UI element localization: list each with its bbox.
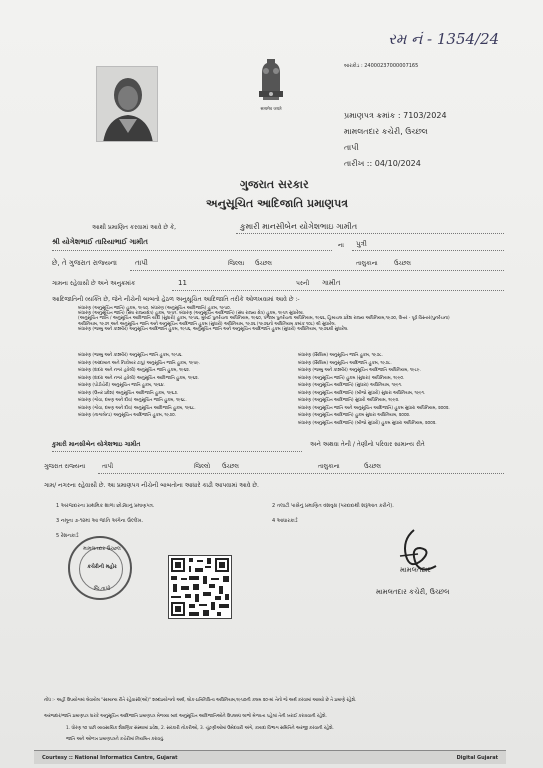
district-value: તાપી: [135, 259, 148, 267]
stamp-center-text: કચેરીની મહોર: [87, 564, 117, 570]
name-underline: [236, 233, 504, 234]
order-item: બંધારણ (અનુસૂચિત જાતિ અને અનુસૂચિત આદિજાતિ) હુકમ સુધારા અધિનિયમ, ૨૦૦૨.: [298, 405, 450, 411]
certify-prefix: આથી પ્રમાણિત કરવામાં આવે છે કે,: [92, 224, 177, 231]
barcode-label: બારકોડ :: [344, 63, 363, 69]
caste-value: ગામીત: [322, 279, 341, 287]
order-item: બંધારણ (ઉત્તર પ્રદેશ) અનુસૂચિત આદિજાતિ હુકમ, ૧૯૬૭.: [78, 390, 179, 396]
taluka-value: ઉચ્છલ: [394, 260, 411, 267]
note-item-1: 1. ધોરણ ૧૦ પછી વ્યવસાયિક શૈક્ષણિક સંસ્થામાં પ્રવેશ, 2. સરકારી નોકરીઓ, 3. ચૂંટણીઓમાં ઉમેદવારી અંગે, કાયદા વિભાગ સમિતિને અરજી કરવાની રહેશે.: [66, 726, 334, 731]
issuing-office: મામલતદાર કચેરી, ઉચ્છલ: [344, 127, 428, 136]
applicant-photo: [96, 66, 158, 142]
note-1: નોંધ :- અહીં ઉપયોગમાં લેવાયેલ "સામાન્ય રીતે રહેવાસી(ઓ)" શબ્દપ્રયોગનો અર્થ, લોક-પ્રતિનિધિત્વ અધિનિયમ,૧૯૫૦ની કલમ ૨૦-માં તેનો જે અર્થ કરવામાં આવ્યો છે તે પ્રમાણે રહેશે.: [44, 698, 357, 703]
district2-value: તાપી: [102, 463, 114, 470]
note-2: અરજદાર/જાતિ પ્રમાણપત્ર ધારકે અનુસૂચિત આદિજાતિ પ્રમાણપત્ર મેળવ્યા બાદ અનુસૂચિત આદિજાતિઓને ઉપલબ્ધ લાભો મેળવતા પહેલાં તેની ખરાઈ કરાવવાની રહેશે.: [44, 714, 327, 719]
district-underline: [130, 270, 504, 271]
barcode-value: 24000237000007165: [364, 63, 419, 69]
district2-label: જિલ્લો: [194, 463, 211, 470]
act-item: અધિનિયમ, ૧૯૭૧ અને અનુસૂચિત જાતિ અને અનુસૂચિત આદિજાતિ હુકમ (સુધારો) અધિનિયમ, ૧૯૭૬ (૧૯૭૬નો અધિનિયમ ક્રમાંક ૧૦૮) થી સુધારેલ.: [78, 321, 336, 327]
order-item: બંધારણ (પોંડીચેરી) અનુસૂચિત જાતિ હુકમ, ૧૯૬૪.: [78, 383, 165, 388]
issue-date-value: 04/10/2024: [374, 159, 421, 168]
issue-date-label: તારીખ ::: [344, 159, 373, 168]
district2-underline: [98, 473, 504, 474]
relation-label: ના: [338, 242, 344, 249]
taluka-label: તાલુકાના: [356, 260, 378, 267]
subdistrict2-value: ઉચ્છલ: [222, 463, 239, 470]
signatory-title: મામલતદાર: [400, 566, 431, 574]
certificate-number-value: 7103/2024: [403, 111, 447, 120]
certificate-title: અનુસૂચિત આદિજાતિ પ્રમાણપત્ર: [206, 197, 349, 210]
state2-prefix: ગુજરાત રાજ્યના: [44, 463, 86, 470]
order-item: બંધારણ (દાદરા અને નગર હવેલી) અનુસૂચિત જાતિ હુકમ, ૧૯૬૨.: [78, 368, 190, 373]
order-item: બંધારણ (સિક્કિમ) અનુસૂચિત આદિજાતિ હુકમ, ૧૯૭૮.: [298, 360, 392, 366]
taluka2-label: તાલુકાના: [318, 463, 340, 470]
stamp-ring-text: મામલતદાર ઉચ્છલ: [83, 546, 121, 552]
order-item: બંધારણ (અનુસૂચિત આદિજાતિ) હુકમ સુધારા અધિનિયમ, ૨૦૦૨.: [298, 413, 411, 418]
act-item: બંધારણ (જમ્મુ અને કાશ્મીર) અનુસૂચિત આદિજાતિ હુકમ, ૧૯૫૬, અનુસૂચિત જાતિ અને અનુસૂચિત આદિજાતિ હુકમ (સુધારો) અધિનિયમ, ૧૯૭૬થી સુધારેલ.: [78, 326, 349, 332]
order-item: બંધારણ (અનુસૂચિત આદિજાતિ) સુધારો અધિનિયમ, ૧૯૯૨.: [298, 398, 400, 403]
holder-name-repeat: કુમારી માનસીબેન યોગેશભાઇ ગામીત: [52, 441, 141, 448]
order-item: બંધારણ (અનુસૂચિત આદિજાતિ) (બીજો સુધારો) હુકમ સુધારા અધિનિયમ, ૨૦૦૨.: [298, 420, 437, 426]
order-item: બંધારણ (ગોવા, દમણ અને દીવ) અનુસૂચિત જાતિ હુકમ, ૧૯૬૮.: [78, 398, 187, 403]
act-item: (અનુસૂચિત જાતિ / અનુસૂચિત આદિજાતિ યાદી (સુધારો) હુકમ, ૧૯૫૬, મુંબઈ પુનર્રચના અધિનિયમ, ૧૯૬૦, પંજાબ પુનર્રચના અધિનિયમ, ૧૯૬૬, હિમાચલ પ્રદેશ રાજ્ય અધિનિયમ,૧૯૭૦, ઉત્તર - પૂર્વ વિસ્તાર(પુનર્રચના): [78, 316, 450, 322]
qr-code-icon: [168, 555, 232, 619]
family-suffix: અને અથવા તેની / તેણીનો પરિવાર સામાન્ય રીતે: [310, 441, 425, 448]
residence-line: ગામ/ નગરના રહેવાસી છે. આ પ્રમાણપત્ર નીચેની બાબતોના આધારે કાઢી આપવામાં આવે છે.: [44, 482, 259, 489]
holder-name: કુમારી માનસીબેન યોગેશભાઇ ગામીત: [240, 222, 358, 231]
order-item: બંધારણ (અનુસૂચિત આદિજાતિ) (બીજો સુધારો) સુધારા અધિનિયમ, ૧૯૯૧.: [298, 390, 426, 396]
order-item: બંધારણ (દાદરા અને નગર હવેલી) અનુસૂચિત આદિજાતિ હુકમ, ૧૯૬૨.: [78, 375, 199, 381]
stamp-bottom-text: જિ.તાપી: [93, 586, 111, 592]
signatory-office: મામલતદાર કચેરી, ઉચ્છલ: [376, 588, 450, 596]
basis-item: 2 તલાટી પાસેનું પ્રમાણિત વંશવૃક્ષ (પરદાદાથી શરૂઆત કરીને).: [272, 503, 394, 509]
issuing-district: તાપી: [344, 143, 359, 152]
basis-item: 3 નમૂના ૭-૧૨માં આ જાતિ અંગેના ઉલ્લેખ.: [56, 518, 144, 524]
act-item: બંધારણ (અનુસૂચિત જાતિ) હુકમ, ૧૯૫૦. બંધારણ (અનુસૂચિત આદિજાતિ) હુકમ, ૧૯૫૦.: [78, 306, 231, 311]
order-item: બંધારણ (અનુસૂચિત જાતિ) હુકમ (સુધારા) અધિનિયમ, ૧૯૯૦.: [298, 375, 405, 381]
footer-bar: [34, 750, 506, 764]
order-item: બંધારણ (ગોવા, દમણ અને દીવ) અનુસૂચિત આદિજાતિ હુકમ, ૧૯૬૮.: [78, 405, 196, 411]
serial-number: 11: [178, 279, 187, 287]
basis-item: 5 રેશનકાર્ડ: [56, 533, 79, 539]
holder-underline: [52, 451, 302, 452]
relation-underline: [352, 250, 504, 251]
order-item: બંધારણ (અનુસૂચિત આદિજાતિ) (સુધારા) અધિનિયમ, ૧૯૯૧.: [298, 383, 403, 388]
taluka2-value: ઉચ્છલ: [364, 463, 381, 470]
office-stamp: [68, 536, 132, 600]
acts-list: [78, 306, 508, 332]
state-prefix: છે, તે ગુજરાત રાજ્યના: [52, 259, 117, 267]
basis-item: 4 આધારકાર્ડ: [272, 518, 298, 524]
order-item: બંધારણ (જમ્મુ અને કાશ્મીર) અનુસૂચિત જાતિ હુકમ, ૧૯૫૬.: [78, 353, 183, 358]
act-item: બંધારણ (અનુસૂચિત જાતિ) (સંઘ રાજ્યક્ષેત્ર) હુકમ, ૧૯૫૧. બંધારણ (અનુસૂચિત આદિજાતિ) (સંઘ રાજ્ય ક્ષેત્ર) હુકમ, ૧૯૫૧ સુધારેલા.: [78, 311, 304, 317]
order-item: બંધારણ (આંદામાન અને નિકોબાર ટાપુ) અનુસૂચિત જાતિ હુકમ, ૧૯૫૯.: [78, 360, 201, 366]
orders-left-list: [78, 352, 278, 420]
tribe-intro: આદિજાતિની વ્યક્તિ છે, જેને નીચેની બાબતો હેઠળ અનુસૂચિત આદિજાતિ તરીકે ઓળખવામાં આવે છે :-: [52, 296, 300, 303]
national-emblem-icon: [253, 55, 289, 111]
order-item: બંધારણ (નાગાલેન્ડ) અનુસૂચિત આદિજાતિ હુકમ, ૧૯૭૦.: [78, 413, 176, 418]
handwritten-reference: રમ નં - 1354/24: [388, 30, 500, 48]
district-label: જિલ્લા: [228, 260, 245, 267]
emblem-caption: सत्यमेव जयते: [260, 107, 282, 112]
order-item: બંધારણ (સિક્કિમ) અનુસૂચિત જાતિ હુકમ, ૧૯૭૮.: [298, 353, 383, 358]
barcode-line: [344, 63, 418, 69]
certificate-number-line: [344, 111, 447, 121]
certificate-number-label: પ્રમાણપત્ર ક્રમાંક :: [344, 111, 401, 120]
serial-underline: [172, 290, 504, 291]
village-prefix: ગામના રહેવાસી છે અને અનુક્રમાંક: [52, 280, 136, 287]
issue-date-line: [344, 159, 421, 169]
government-title: ગુજરાત સરકાર: [240, 178, 309, 191]
order-item: બંધારણ (જમ્મુ અને કાશ્મીર) અનુસૂચિત આદિજાતિ અધિનિયમ, ૧૯૮૯.: [298, 368, 421, 373]
subdistrict-value: ઉચ્છલ: [255, 260, 272, 267]
category-label: પરની: [296, 280, 310, 287]
footer-brand: Digital Gujarat: [456, 755, 498, 761]
footer-courtesy: Courtesy :: National Informatics Centre, Gujarat: [42, 755, 178, 761]
orders-right-list: [298, 352, 508, 427]
relation-value: પુત્રી: [356, 240, 367, 248]
father-name: શ્રી યોગેશભાઈ તારિયાભાઈ ગામીત: [52, 238, 148, 246]
basis-item: 1 અરજદારના પ્રાથમિક શાળા છોડ્યાનું પ્રમાણપત્ર.: [56, 503, 155, 509]
note-item-2: જાતિ અને ઓળખ પ્રમાણપત્રને કચેરીમાં નિયમિત કરાવવું.: [66, 737, 165, 742]
father-underline: [52, 250, 332, 251]
